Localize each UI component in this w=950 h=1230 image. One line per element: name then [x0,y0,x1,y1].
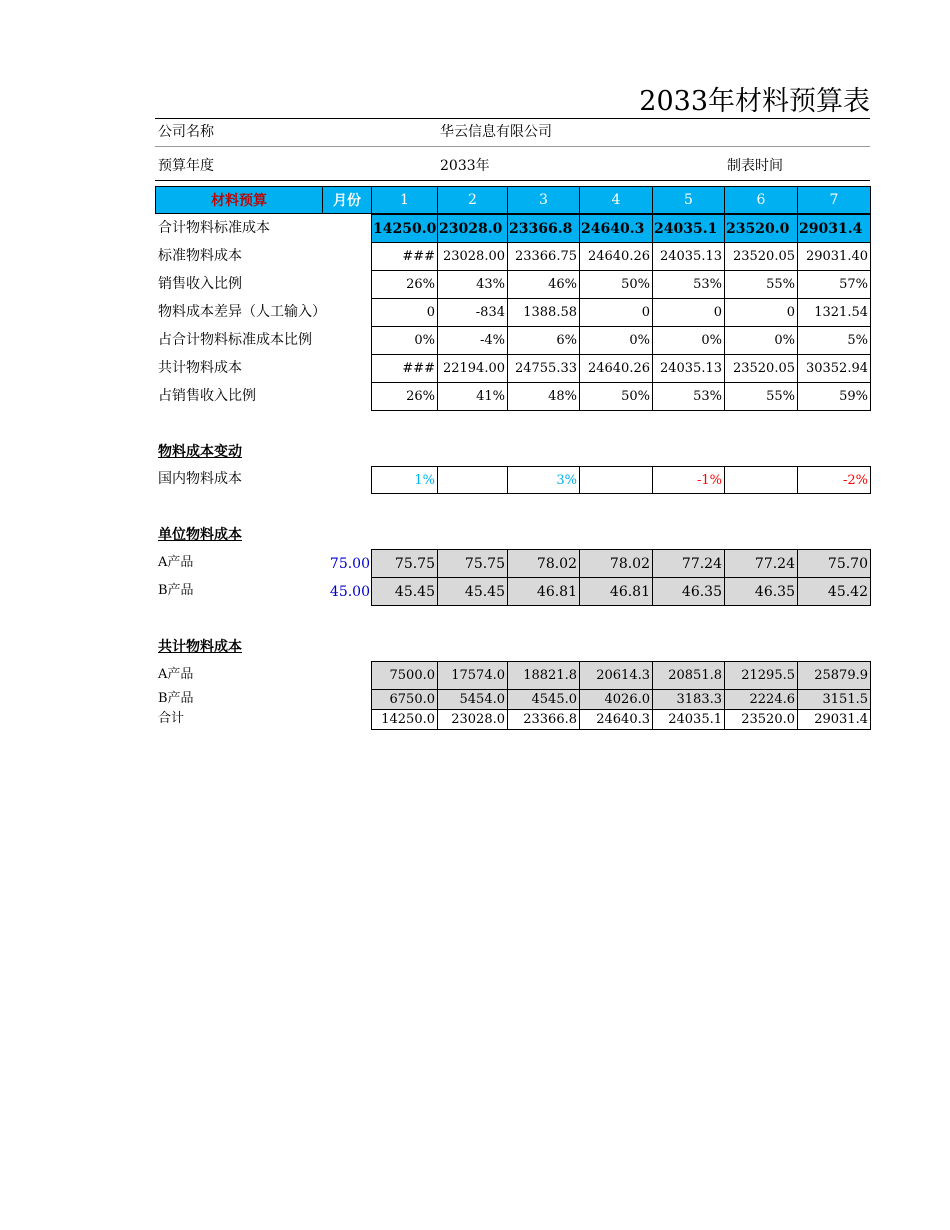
total-row-label: 合计 [158,711,185,726]
made-time-label: 制表时间 [727,158,783,174]
total-cost-cell: 17574.0 [437,661,508,690]
table-cell: 6% [507,326,580,355]
table-cell: 0% [724,326,798,355]
table-cell: 53% [652,382,725,411]
table-cell: 48% [507,382,580,411]
total-cost-cell: 14250.0 [371,709,438,730]
total-row-label: B产品 [158,691,194,706]
table-cell: 23520.05 [724,242,798,271]
table-cell: 24035.13 [652,242,725,271]
total-cost-cell: 4545.0 [507,689,580,710]
company-value[interactable]: 华云信息有限公司 [440,124,552,140]
table-cell: 29031.4 [797,214,871,243]
base-unit-cost[interactable]: 45.00 [329,583,370,600]
table-cell: 24640.3 [579,214,653,243]
table-cell: 23520.0 [724,214,798,243]
table-cell[interactable]: 0 [371,298,438,327]
table-cell: 55% [724,270,798,299]
row-label: 共计物料成本 [158,360,242,376]
month-header-cell: 6 [724,186,798,214]
table-cell[interactable]: 0 [579,298,653,327]
table-cell: 59% [797,382,871,411]
table-cell: 23520.05 [724,354,798,383]
change-section-title: 物料成本变动 [158,444,242,460]
table-cell: -4% [437,326,508,355]
change-cell[interactable]: 3% [507,466,580,494]
year-label: 预算年度 [158,158,214,174]
table-cell: 53% [652,270,725,299]
row-label: 占合计物料标准成本比例 [158,332,312,348]
total-cost-cell: 20851.8 [652,661,725,690]
table-cell: 23366.8 [507,214,580,243]
base-unit-cost[interactable]: 75.00 [329,555,370,572]
unit-cost-cell: 46.81 [579,577,653,606]
total-cost-cell: 23366.8 [507,709,580,730]
total-cost-cell: 4026.0 [579,689,653,710]
unit-cost-cell: 78.02 [579,549,653,578]
table-cell: ### [371,242,438,271]
change-cell[interactable] [437,466,508,494]
table-cell: 23028.0 [437,214,508,243]
unit-cost-cell: 75.75 [371,549,438,578]
total-cost-cell: 18821.8 [507,661,580,690]
product-label: A产品 [158,555,194,570]
unit-cost-cell: 75.70 [797,549,871,578]
total-cost-cell: 23028.0 [437,709,508,730]
table-cell: 22194.00 [437,354,508,383]
table-cell: 50% [579,270,653,299]
table-cell: 24035.13 [652,354,725,383]
month-header-cell: 5 [652,186,725,214]
month-header-cell: 4 [579,186,653,214]
table-cell: 41% [437,382,508,411]
change-cell[interactable]: -2% [797,466,871,494]
table-cell: 50% [579,382,653,411]
table-cell: 0% [579,326,653,355]
total-cost-cell: 23520.0 [724,709,798,730]
total-cost-cell: 25879.9 [797,661,871,690]
total-cost-cell: 24035.1 [652,709,725,730]
year-value[interactable]: 2033年 [440,158,490,174]
unit-cost-cell: 45.45 [437,577,508,606]
table-cell: 26% [371,270,438,299]
table-cell: 24035.1 [652,214,725,243]
unit-cost-cell: 77.24 [724,549,798,578]
unit-cost-cell: 46.35 [724,577,798,606]
change-cell[interactable] [579,466,653,494]
table-cell: 24640.26 [579,242,653,271]
total-cost-cell: 29031.4 [797,709,871,730]
table-cell: 23366.75 [507,242,580,271]
unit-cost-cell: 45.45 [371,577,438,606]
month-header-cell: 7 [797,186,871,214]
table-cell: 55% [724,382,798,411]
month-header: 月份 [322,186,372,214]
total-cost-cell: 24640.3 [579,709,653,730]
total-cost-cell: 3151.5 [797,689,871,710]
table-cell: 46% [507,270,580,299]
month-header-cell: 3 [507,186,580,214]
unit-cost-cell: 77.24 [652,549,725,578]
table-cell: 57% [797,270,871,299]
company-label: 公司名称 [158,124,214,140]
total-cost-cell: 5454.0 [437,689,508,710]
row-label: 物料成本差异（人工输入） [158,304,326,320]
unit-cost-cell: 46.81 [507,577,580,606]
table-cell: 43% [437,270,508,299]
unit-cost-cell: 78.02 [507,549,580,578]
material-budget-header: 材料预算 [155,186,323,214]
table-cell: 24640.26 [579,354,653,383]
table-cell[interactable]: 0 [724,298,798,327]
table-cell[interactable]: -834 [437,298,508,327]
table-cell[interactable]: 1321.54 [797,298,871,327]
info-divider [155,146,870,147]
table-cell: 0% [652,326,725,355]
table-cell[interactable]: 0 [652,298,725,327]
title-underline [155,118,870,119]
row-label: 占销售收入比例 [158,388,256,404]
table-cell: 0% [371,326,438,355]
row-label: 标准物料成本 [158,248,242,264]
row-label: 销售收入比例 [158,276,242,292]
page-title: 2033年材料预算表 [639,86,870,117]
table-cell: 23028.00 [437,242,508,271]
month-header-cell: 1 [371,186,438,214]
total-cost-cell: 7500.0 [371,661,438,690]
change-cell[interactable] [724,466,798,494]
domestic-cost-label: 国内物料成本 [158,471,242,487]
table-cell[interactable]: 1388.58 [507,298,580,327]
unit-cost-section-title: 单位物料成本 [158,527,242,543]
total-cost-cell: 3183.3 [652,689,725,710]
info-bottom-line [155,180,870,181]
change-cell[interactable]: 1% [371,466,438,494]
table-cell: ### [371,354,438,383]
unit-cost-cell: 45.42 [797,577,871,606]
total-cost-cell: 6750.0 [371,689,438,710]
table-cell: 26% [371,382,438,411]
total-row-label: A产品 [158,667,194,682]
table-cell: 14250.0 [371,214,438,243]
unit-cost-cell: 46.35 [652,577,725,606]
product-label: B产品 [158,583,194,598]
total-cost-cell: 21295.5 [724,661,798,690]
table-cell: 24755.33 [507,354,580,383]
row-label: 合计物料标准成本 [158,220,270,236]
total-cost-section-title: 共计物料成本 [158,639,242,655]
table-cell: 5% [797,326,871,355]
total-cost-cell: 20614.3 [579,661,653,690]
total-cost-cell: 2224.6 [724,689,798,710]
unit-cost-cell: 75.75 [437,549,508,578]
table-cell: 29031.40 [797,242,871,271]
change-cell[interactable]: -1% [652,466,725,494]
table-cell: 30352.94 [797,354,871,383]
month-header-cell: 2 [437,186,508,214]
